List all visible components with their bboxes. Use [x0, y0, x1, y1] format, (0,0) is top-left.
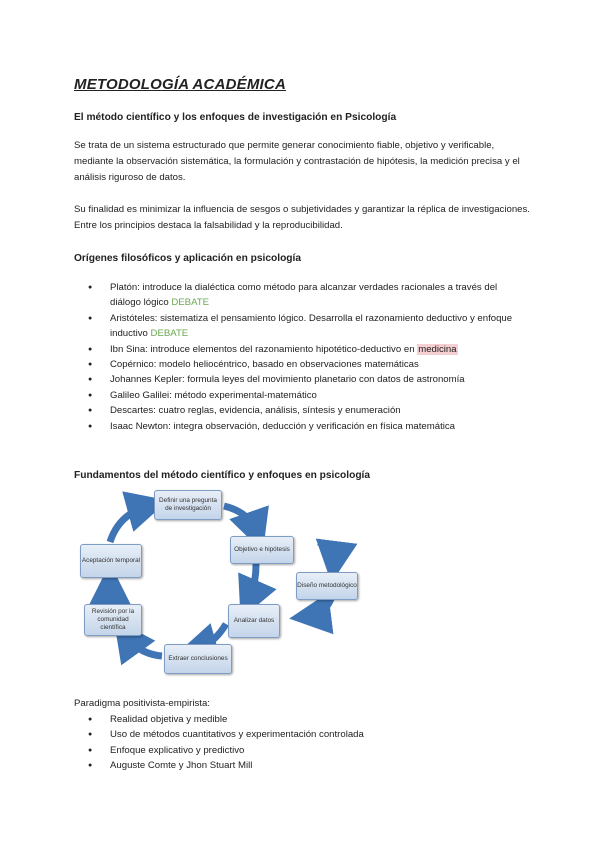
list-item: ● Enfoque explicativo y predictivo — [88, 743, 528, 758]
step-analizar: Analizar datos — [228, 604, 280, 638]
list-item: ● Realidad objetiva y medible — [88, 712, 528, 727]
section-heading-metodo: El método científico y los enfoques de investigación en Psicología — [74, 112, 397, 123]
list-item-text: Copérnico: modelo heliocéntrico, basado en observaciones matemáticas — [110, 359, 419, 371]
list-item-text: Galileo Galilei: método experimental-matemático — [110, 389, 317, 401]
step-pregunta: Definir una pregunta de investigación — [154, 490, 222, 520]
step-objetivo: Objetivo e hipótesis — [230, 536, 294, 564]
list-item: ● Uso de métodos cuantitativos y experimentación controlada — [88, 727, 528, 742]
section-heading-origenes: Orígenes filosóficos y aplicación en psicología — [74, 253, 302, 264]
step-diseno: Diseño metodológico — [296, 572, 358, 600]
list-item — [88, 357, 528, 372]
section-heading-paradigma: Paradigma positivista-empirista: — [74, 698, 210, 709]
list-item — [88, 372, 528, 387]
arrow-4 — [126, 636, 162, 656]
scientific-method-cycle-diagram — [74, 484, 358, 674]
list-item-text: Johannes Kepler: formula leyes del movimiento planetario con datos de astronomía — [110, 374, 465, 386]
paragraph-definicion: Se trata de un sistema estructurado que permite generar conocimiento fiable, objetivo y verificable, mediante la observación sistemática, la formulación y contrastación de hipótesis, la medición precisa y el análisis riguroso de datos. — [74, 140, 520, 183]
list-item — [88, 342, 528, 357]
list-item — [88, 403, 528, 418]
arrow-2 — [249, 564, 256, 600]
paragraph-finalidad: Su finalidad es minimizar la influencia de sesgos o subjetividades y garantizar la réplica de investigaciones. Entre los principios destaca la falsabilidad y la reproducibilidad. — [74, 204, 530, 231]
list-item-text: Platón: introduce la dialéctica como método para alcanzar verdades racionales a través del diálogo lógico — [110, 282, 498, 309]
arrow-6 — [110, 506, 148, 542]
paradigm-list — [88, 712, 528, 774]
highlighted-word: medicina — [418, 343, 457, 355]
list-item — [88, 388, 528, 403]
step-revision: Revisión por la comunidad científica — [84, 604, 142, 636]
list-item: ● Auguste Comte y Jhon Stuart Mill — [88, 758, 528, 773]
list-item — [88, 419, 528, 434]
step-conclusiones: Extraer conclusiones — [164, 644, 232, 674]
list-item — [88, 311, 528, 342]
debate-tag: DEBATE — [150, 328, 189, 340]
list-item-text: Isaac Newton: integra observación, deducción y verificación en física matemática — [110, 420, 456, 432]
page-title: METODOLOGÍA ACADÉMICA — [74, 76, 286, 93]
section-heading-fundamentos: Fundamentos del método científico y enfoques en psicología — [74, 470, 371, 481]
list-item-text: Ibn Sina: introduce elementos del razonamiento hipotético-deductivo en — [110, 343, 418, 355]
arrow-7 — [318, 542, 334, 562]
step-aceptacion: Aceptación temporal — [80, 544, 142, 578]
list-item-text: Aristóteles: sistematiza el pensamiento lógico. Desarrolla el razonamiento deductivo y enfoque inductivo — [110, 312, 513, 340]
debate-tag: DEBATE — [171, 297, 210, 309]
list-item — [88, 280, 528, 311]
list-item-text: Descartes: cuatro reglas, evidencia, análisis, síntesis y enumeración — [110, 405, 401, 417]
arrow-1 — [224, 506, 256, 532]
origins-list — [88, 280, 528, 434]
